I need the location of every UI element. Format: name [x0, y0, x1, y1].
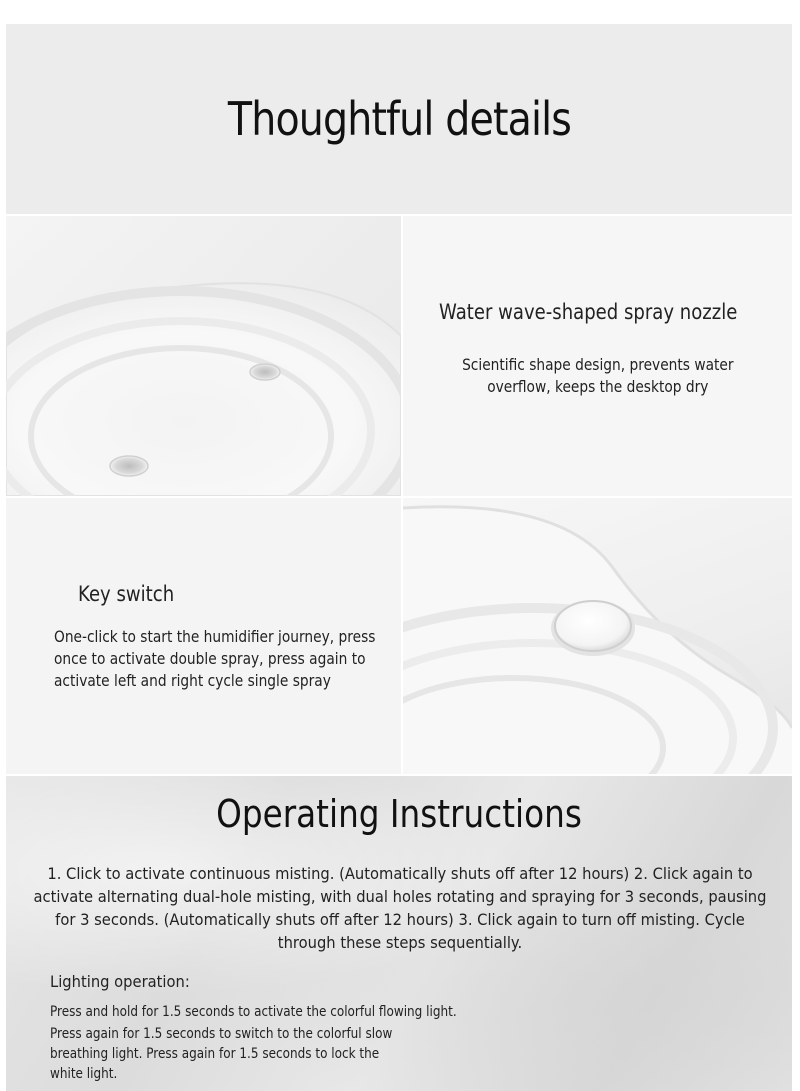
- nozzle-feature-desc: Scientific shape design, prevents water overflow, keeps the desktop dry: [462, 355, 734, 396]
- lighting-line-1: Press and hold for 1.5 seconds to activate the colorful flowing light.: [50, 1004, 457, 1020]
- page-title: Thoughtful details: [227, 92, 571, 146]
- switch-feature-text: [6, 498, 401, 774]
- instructions-title: Operating Instructions: [216, 792, 582, 836]
- section-header: [6, 24, 792, 214]
- switch-feature-desc: One-click to start the humidifier journey, press once to activate double spray, press again to activate left and right cycle single spray: [54, 627, 376, 690]
- nozzle-illustration: [6, 216, 401, 496]
- spray-hole: [250, 364, 280, 380]
- spray-hole: [110, 456, 148, 476]
- switch-photo: [403, 498, 792, 774]
- nozzle-photo: [6, 216, 401, 496]
- switch-illustration: [403, 498, 792, 774]
- nozzle-feature-title: Water wave-shaped spray nozzle: [439, 300, 738, 324]
- switch-feature-title: Key switch: [78, 582, 175, 606]
- operating-instructions-section: [6, 776, 792, 1091]
- instructions-body: 1. Click to activate continuous misting. (Automatically shuts off after 12 hours) 2. Click again to activate alternating dual-hole misting, with dual holes rotating and spraying for 3 seconds, pausing for 3 seconds. (Automatically shuts off after 12 hours) 3. Click again to turn off misting. Cycle through these steps sequentially.: [33, 864, 767, 952]
- key-switch-button: [555, 601, 631, 651]
- lighting-title: Lighting operation:: [50, 972, 190, 991]
- lighting-line-2: Press again for 1.5 seconds to switch to the colorful slow breathing light. Press again for 1.5 seconds to lock the white light.: [50, 1026, 393, 1082]
- nozzle-feature-text: [403, 216, 792, 496]
